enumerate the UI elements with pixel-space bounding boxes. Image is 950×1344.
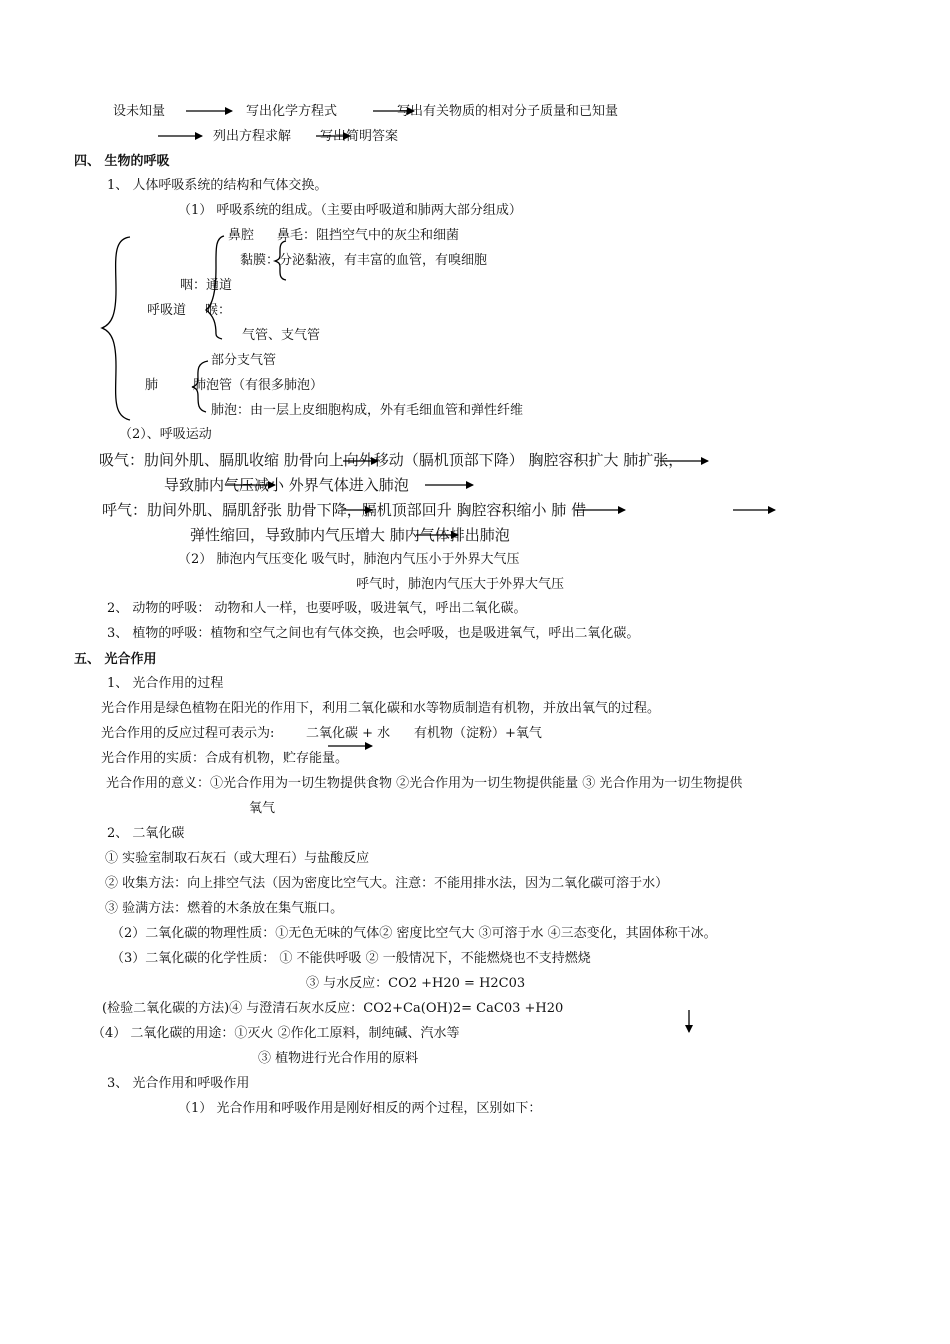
respiratory-tract-label: 呼吸道	[147, 303, 187, 318]
photosynthesis-meaning-2: 氧气	[249, 801, 276, 816]
exhale-line-2: 弹性缩回，导致肺内气压增大 肺内气体排出肺泡	[190, 526, 510, 544]
step-quantities: 写出有关物质的相对分子质量和已知量	[397, 104, 619, 119]
reaction-products: 有机物（淀粉）+氧气	[414, 726, 542, 741]
co2-physical-properties: （2）二氧化碳的物理性质：①无色无味的气体② 密度比空气大 ③可溶于水 ④三态变化，其固体称干冰。	[111, 926, 717, 941]
photosynthesis-meaning-1: 光合作用的意义：①光合作用为一切生物提供食物 ②光合作用为一切生物提供能量 ③ 光合作用为一切生物提供	[106, 776, 743, 791]
co2-heading: 2、 二氧化碳	[107, 826, 185, 841]
inhale-line-1: 吸气：肋间外肌、膈肌收缩 肋骨向上向外移动（膈机顶部下降） 胸腔容积扩大 肺扩张，	[99, 451, 684, 469]
exhale-line-1: 呼气：肋间外肌、膈肌舒张 肋骨下降，膈机顶部回升 胸腔容积缩小 肺 借	[102, 501, 587, 519]
lung-label: 肺	[145, 378, 159, 393]
inhale-line-2: 导致肺内气压减小 外界气体进入肺泡	[164, 476, 409, 494]
pharynx-text: 咽：通道	[180, 278, 233, 293]
co2-uses-2: ③ 植物进行光合作用的原料	[258, 1051, 419, 1066]
brace-icon	[102, 237, 130, 420]
co2-chemical-properties-2: ③ 与水反应：CO2 +H20 = H2C03	[306, 976, 526, 991]
photo-resp-intro: （1） 光合作用和呼吸作用是刚好相反的两个过程，区别如下：	[178, 1101, 542, 1116]
pressure-line-1: （2） 肺泡内气压变化 吸气时，肺泡内气压小于外界大气压	[178, 552, 520, 567]
co2-collection: ② 收集方法：向上排空气法（因为密度比空气大。注意：不能用排水法，因为二氧化碳可溶于水）	[105, 876, 669, 891]
mucosa-text: 黏膜：分泌黏液，有丰富的血管，有嗅细胞	[240, 253, 488, 268]
pressure-line-2: 呼气时，肺泡内气压大于外界大气压	[356, 577, 565, 592]
co2-check-full: ③ 验满方法：燃着的木条放在集气瓶口。	[105, 901, 344, 916]
reaction-reactants: 二氧化碳 + 水	[306, 726, 391, 741]
reaction-label: 光合作用的反应过程可表示为:	[101, 726, 275, 741]
alveoli-text: 肺泡：由一层上皮细胞构成，外有毛细血管和弹性纤维	[211, 403, 524, 418]
trachea-text: 气管、支气管	[242, 328, 321, 343]
animal-respiration: 2、 动物的呼吸： 动物和人一样，也要呼吸，吸进氧气，呼出二氧化碳。	[107, 601, 527, 616]
sec4-p1-1: （1） 呼吸系统的组成。（主要由呼吸道和肺两大部分组成）	[178, 203, 522, 218]
co2-uses-1: （4） 二氧化碳的用途：①灭火 ②作化工原料，制纯碱、汽水等	[92, 1026, 460, 1041]
photo-resp-heading: 3、 光合作用和呼吸作用	[107, 1076, 250, 1091]
alveolar-duct-text: 肺泡管（有很多肺泡）	[193, 378, 324, 393]
co2-chemical-properties-1: （3）二氧化碳的化学性质： ① 不能供呼吸 ② 一般情况下，不能燃烧也不支持燃烧	[111, 951, 591, 966]
step-answer: 写出简明答案	[320, 129, 399, 144]
section-4-title: 四、 生物的呼吸	[74, 154, 170, 169]
breathing-movement-heading: （2）、呼吸运动	[119, 427, 212, 442]
step-equation: 写出化学方程式	[246, 104, 338, 119]
photosynthesis-definition: 光合作用是绿色植物在阳光的作用下，利用二氧化碳和水等物质制造有机物，并放出氧气的过程。	[101, 701, 661, 716]
bronchi-text: 部分支气管	[211, 353, 277, 368]
nose-label: 鼻腔	[228, 228, 255, 243]
step-unknown: 设未知量	[113, 104, 166, 119]
sec5-p1: 1、 光合作用的过程	[107, 676, 224, 691]
nose-hair-text: 鼻毛：阻挡空气中的灰尘和细菌	[277, 228, 460, 243]
photosynthesis-essence: 光合作用的实质：合成有机物，贮存能量。	[101, 751, 349, 766]
co2-chemical-properties-3: (检验二氧化碳的方法)④ 与澄清石灰水反应：CO2+Ca(OH)2= CaC03 +H20	[102, 1001, 564, 1016]
co2-lab-prep: ① 实验室制取石灰石（或大理石）与盐酸反应	[105, 851, 370, 866]
plant-respiration: 3、 植物的呼吸：植物和空气之间也有气体交换，也会呼吸，也是吸进氧气，呼出二氧化碳。	[107, 626, 640, 641]
step-solve: 列出方程求解	[213, 129, 292, 144]
larynx-label: 喉：	[205, 303, 232, 318]
sec4-p1: 1、 人体呼吸系统的结构和气体交换。	[107, 178, 328, 193]
section-5-title: 五、 光合作用	[74, 652, 157, 667]
